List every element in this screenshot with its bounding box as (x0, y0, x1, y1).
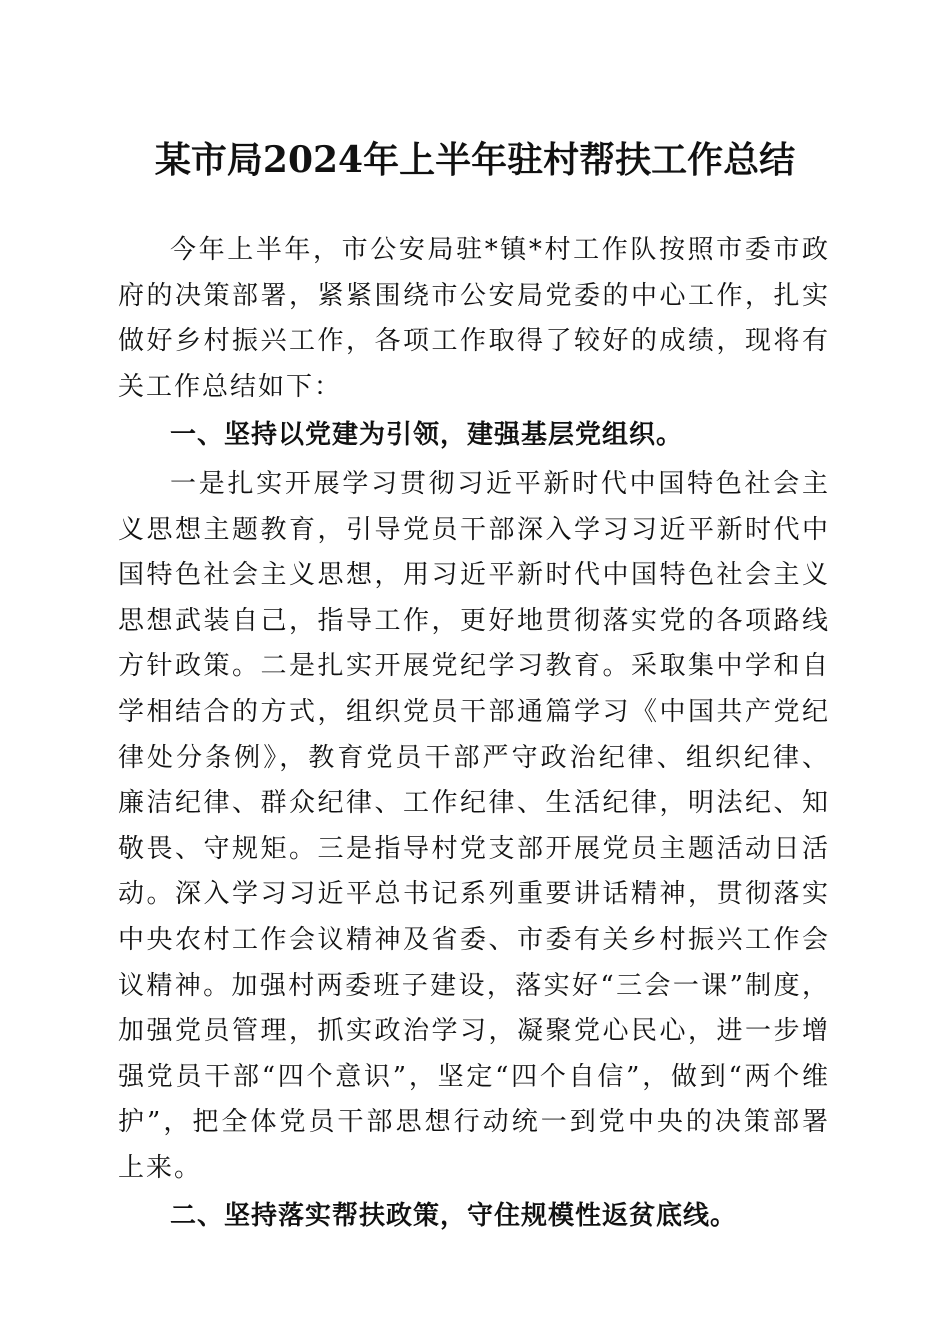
section-heading-1: 一、坚持以党建为引领，建强基层党组织。 (170, 420, 684, 451)
document-title: 某市局2024年上半年驻村帮扶工作总结 (154, 139, 796, 181)
document-body (118, 228, 830, 1243)
intro-paragraph: 今年上半年，市公安局驻*镇*村工作队按照市委市政府的决策部署，紧紧围绕市公安局党委的中心工作，扎实做好乡村振兴工作，各项工作取得了较好的成绩，现将有关工作总结如下： (118, 235, 830, 402)
section-heading-2: 二、坚持落实帮扶政策，守住规模性返贫底线。 (170, 1201, 738, 1232)
section-1-paragraph: 一是扎实开展学习贯彻习近平新时代中国特色社会主义思想主题教育，引导党员干部深入学习习近平新时代中国特色社会主义思想，用习近平新时代中国特色社会主义思想武装自己，指导工作，更好地贯彻落实党的各项路线方针政策。二是扎实开展党纪学习教育。采取集中学和自学相结合的方式，组织党员干部通篇学习《中国共产党纪律处分条例》，教育党员干部严守政治纪律、组织纪律、廉洁纪律、群众纪律、工作纪律、生活纪律，明法纪、知敬畏、守规矩。三是指导村党支部开展党员主题活动日活动。深入学习习近平总书记系列重要讲话精神，贯彻落实中央农村工作会议精神及省委、市委有关乡村振兴工作会议精神。加强村两委班子建设，落实好“三会一课”制度，加强党员管理，抓实政治学习，凝聚党心民心，进一步增强党员干部“四个意识”，坚定“四个自信”，做到“两个维护”，把全体党员干部思想行动统一到党中央的决策部署上来。 (118, 468, 830, 1183)
